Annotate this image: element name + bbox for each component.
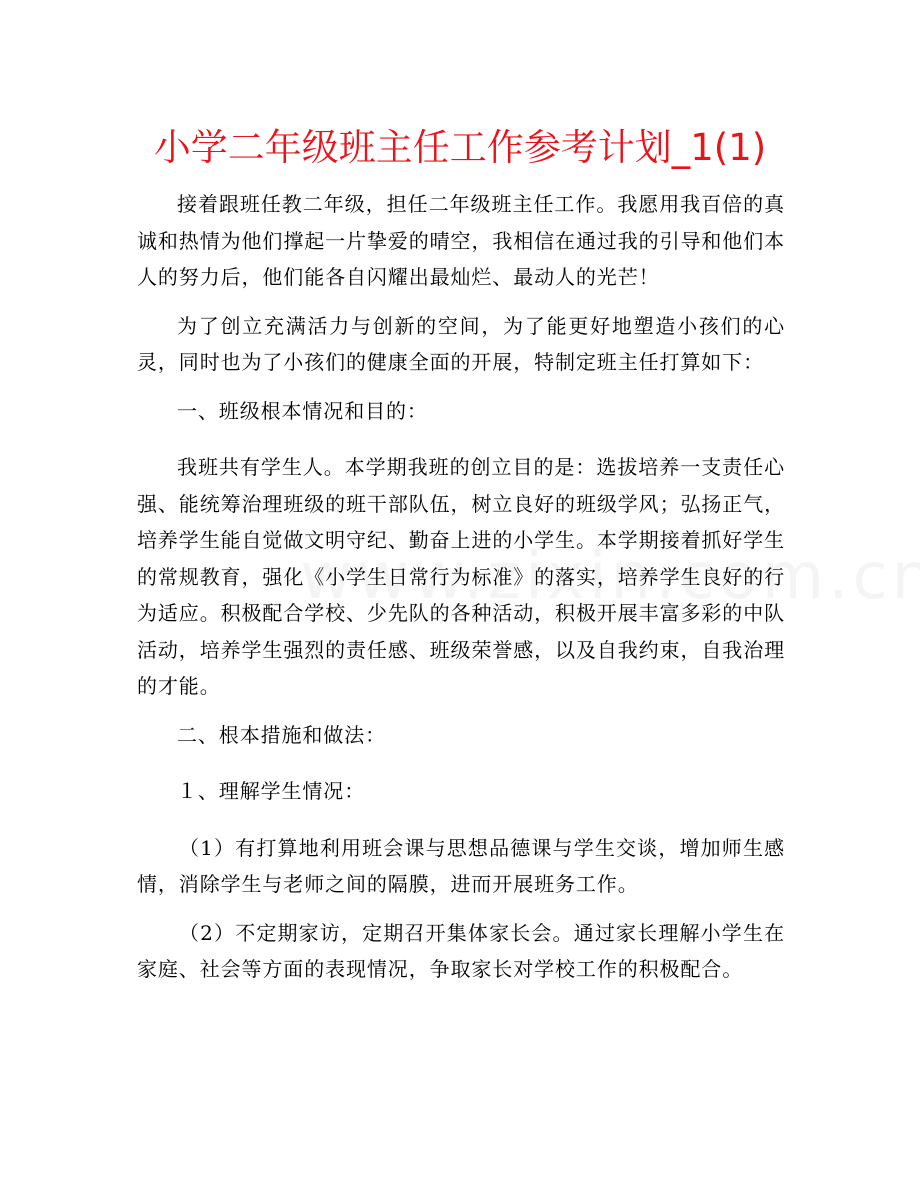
document-body bbox=[137, 186, 785, 1000]
paragraph-item-2: （2）不定期家访，定期召开集体家长会。通过家长理解小学生在家庭、社会等方面的表现情况，争取家长对学校工作的积极配合。 bbox=[137, 920, 785, 981]
paragraph-item-1: （1）有打算地利用班会课与思想品德课与学生交谈，增加师生感情，消除学生与老师之间的隔膜，进而开展班务工作。 bbox=[137, 835, 785, 896]
paragraph-purpose: 为了创立充满活力与创新的空间，为了能更好地塑造小孩们的心灵，同时也为了小孩们的健康全面的开展，特制定班主任打算如下： bbox=[137, 313, 785, 374]
section-heading-2: 二、根本措施和做法： bbox=[177, 722, 386, 747]
section-heading-1: 一、班级根本情况和目的： bbox=[177, 398, 428, 423]
subsection-heading-1: １、理解学生情况： bbox=[177, 779, 366, 803]
document-title: 小学二年级班主任工作参考计划_1(1) bbox=[153, 126, 767, 169]
paragraph-class-goals: 我班共有学生人。本学期我班的创立目的是：选拔培养一支责任心强、能统筹治理班级的班干部队伍，树立良好的班级学风；弘扬正气，培养学生能自觉做文明守纪、勤奋上进的小学生。本学期接着抓好学生的常规教育，强化《小学生日常行为标准》的落实，培养学生良好的行为适应。积极配合学校、少先队的各种活动，积极开展丰富多彩的中队活动，培养学生强烈的责任感、班级荣誉感，以及自我约束，自我治理的才能。 bbox=[137, 455, 785, 698]
paragraph-intro: 接着跟班任教二年级，担任二年级班主任工作。我愿用我百倍的真诚和热情为他们撑起一片挚爱的晴空，我相信在通过我的引导和他们本人的努力后，他们能各自闪耀出最灿烂、最动人的光芒！ bbox=[137, 192, 785, 289]
